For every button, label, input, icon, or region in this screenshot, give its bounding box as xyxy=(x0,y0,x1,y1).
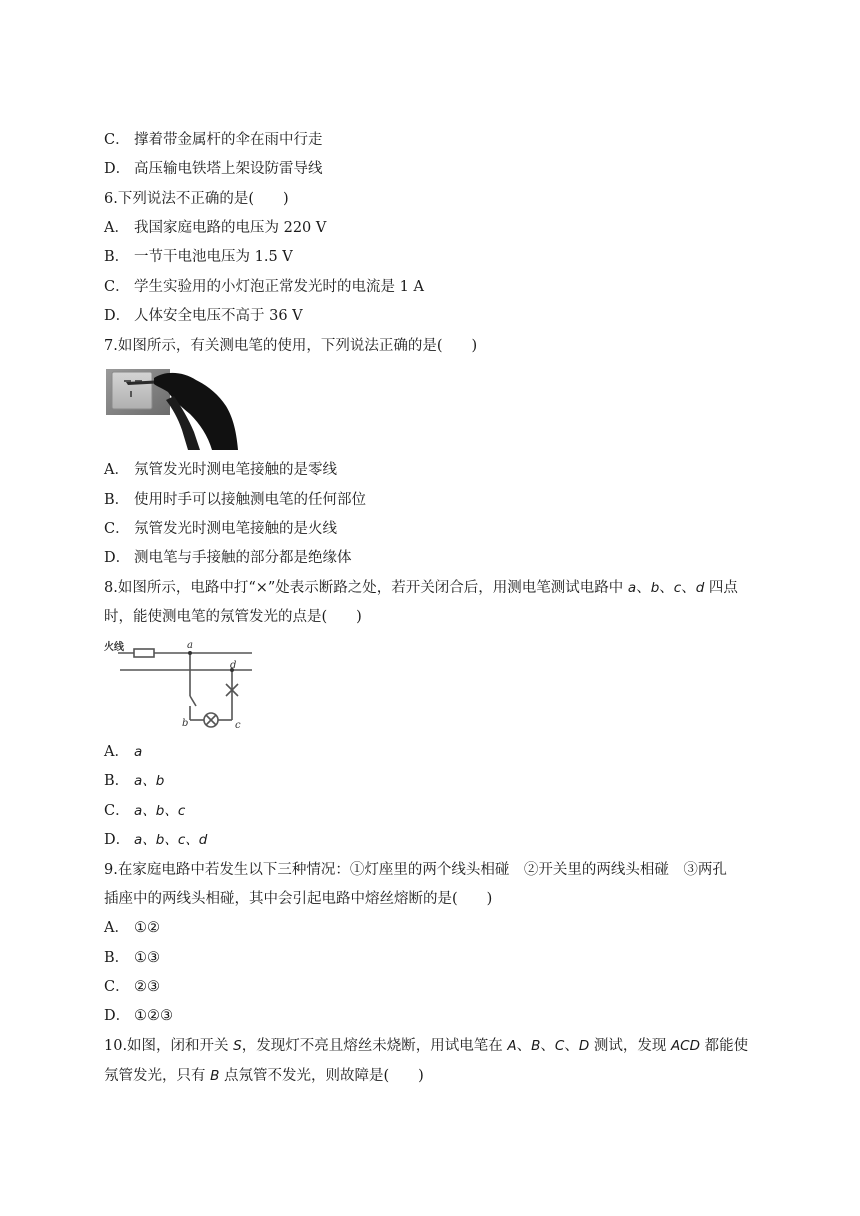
q9-option-b: B． ①③ xyxy=(104,950,160,966)
q9-stem-line2: 插座中的两线头相碰，其中会引起电路中熔丝熔断的是( ) xyxy=(104,891,493,907)
q8-stem-line2: 时，能使测电笔的氖管发光的点是( ) xyxy=(104,609,362,625)
point-label-d: d xyxy=(230,660,237,671)
live-wire-label: 火线 xyxy=(104,642,124,653)
q8-option-b: B． a、b xyxy=(104,773,165,789)
fuse xyxy=(134,649,154,657)
q9-option-d: D． ①②③ xyxy=(104,1008,173,1024)
circuit-figure xyxy=(104,636,260,734)
q10-stem-line1: 10.如图，闭和开关 S，发现灯不亮且熔丝未烧断，用试电笔在 A、B、C、D 测试，发现 ACD 都能使 xyxy=(104,1038,749,1054)
q5-option-d: D． 高压输电铁塔上架设防雷导线 xyxy=(104,161,323,177)
switch xyxy=(190,696,196,706)
test-pen-socket-figure xyxy=(104,366,238,450)
q7-option-c: C． 氖管发光时测电笔接触的是火线 xyxy=(104,521,337,537)
point-label-a: a xyxy=(187,640,193,651)
q7-stem: 7.如图所示，有关测电笔的使用，下列说法正确的是( ) xyxy=(104,338,478,354)
point-label-b: b xyxy=(182,718,189,729)
q6-option-d: D． 人体安全电压不高于 36 V xyxy=(104,308,303,324)
socket-plate xyxy=(112,372,152,409)
q10-stem-line2: 氖管发光，只有 B 点氖管不发光，则故障是( ) xyxy=(104,1068,424,1084)
q8-option-c: C． a、b、c xyxy=(104,803,186,819)
q7-option-d: D． 测电笔与手接触的部分都是绝缘体 xyxy=(104,550,352,566)
point-label-c: c xyxy=(235,720,241,731)
q7-option-b: B． 使用时手可以接触测电笔的任何部位 xyxy=(104,492,366,508)
q7-option-a: A． 氖管发光时测电笔接触的是零线 xyxy=(104,462,337,478)
q8-option-a: A． a xyxy=(104,744,143,760)
q9-option-a: A． ①② xyxy=(104,920,160,936)
q6-option-c: C． 学生实验用的小灯泡正常发光时的电流是 1 A xyxy=(104,279,424,295)
q6-stem: 6.下列说法不正确的是( ) xyxy=(104,191,289,207)
q6-option-a: A． 我国家庭电路的电压为 220 V xyxy=(104,220,327,236)
q8-option-d: D． a、b、c、d xyxy=(104,832,208,848)
q5-option-c: C． 撑着带金属杆的伞在雨中行走 xyxy=(104,132,323,148)
q9-option-c: C． ②③ xyxy=(104,979,160,995)
q9-stem-line1: 9.在家庭电路中若发生以下三种情况：①灯座里的两个线头相碰 ②开关里的两线头相碰 ③两孔 xyxy=(104,862,727,878)
q6-option-b: B． 一节干电池电压为 1.5 V xyxy=(104,249,293,265)
q8-stem-line1: 8.如图所示，电路中打“×”处表示断路之处，若开关闭合后，用测电笔测试电路中 a、b、c、d 四点 xyxy=(104,580,738,596)
